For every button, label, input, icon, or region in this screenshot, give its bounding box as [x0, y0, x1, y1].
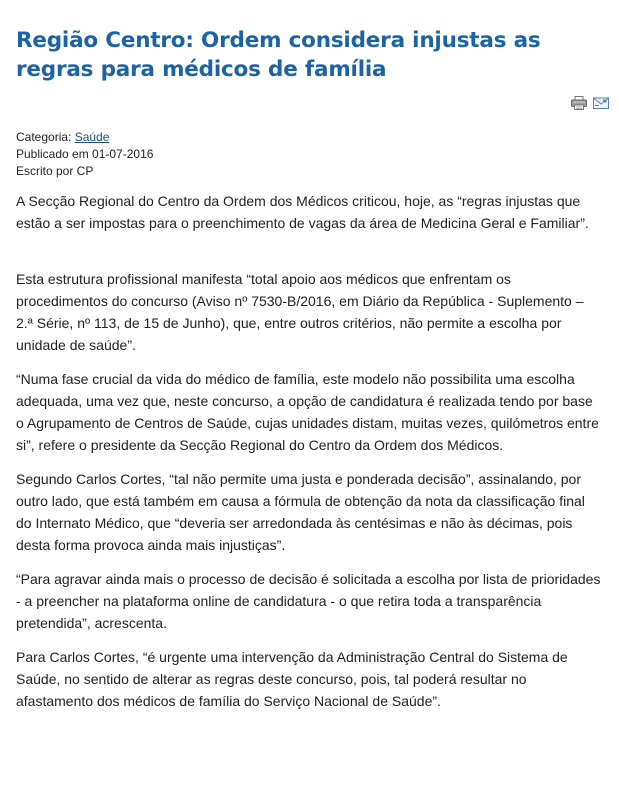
category-row — [16, 129, 153, 146]
article-title: Região Centro: Ordem considera injustas as regras para médicos de família — [16, 28, 541, 82]
author: Escrito por CP — [16, 164, 94, 178]
paragraph: Segundo Carlos Cortes, “tal não permite uma justa e ponderada decisão”, assinalando, por outro lado, que está também em causa a fórmula de obtenção da nota da classificação final do Internato Médico, que “deveria ser arredondada às centésimas e não às décimas, pois desta forma provoca ainda mais injustiças”. — [16, 471, 585, 553]
article-meta — [16, 129, 153, 180]
paragraph: Para Carlos Cortes, “é urgente uma intervenção da Administração Central do Sistema de Saúde, no sentido de alterar as regras deste concurso, pois, tal poderá resultar no afastamento dos médicos de família do Serviço Nacional de Saúde”. — [16, 649, 568, 709]
paragraph: A Secção Regional do Centro da Ordem dos Médicos criticou, hoje, as “regras injustas que estão a ser impostas para o preenchimento de vagas da área de Medicina Geral e Familiar”. — [16, 193, 589, 231]
article — [16, 0, 606, 709]
category-link[interactable]: Saúde — [74, 130, 110, 144]
email-icon[interactable] — [593, 96, 609, 110]
paragraph: “Para agravar ainda mais o processo de decisão é solicitada a escolha por lista de prioridades - a preencher na plataforma online de candidatura - o que retira toda a transparência pretendida”, acrescenta. — [16, 571, 601, 631]
paragraph: “Numa fase crucial da vida do médico de família, este modelo não possibilita uma escolha adequada, uma vez que, neste concurso, a opção de candidatura é realizada tendo por base o Agrupamento de Centros de Saúde, cujas unidades distam, muitas vezes, quilómetros entre si”, refere o presidente da Secção Regional do Centro da Ordem dos Médicos. — [16, 371, 599, 453]
published-date: Publicado em 01-07-2016 — [16, 147, 154, 161]
article-tools — [571, 96, 609, 110]
paragraph: Esta estrutura profissional manifesta “total apoio aos médicos que enfrentam os procedimentos do concurso (Aviso nº 7530-B/2016, em Diário da República - Suplemento – 2.ª Série, nº 113, de 15 de Junho), que, entre outros critérios, não permite a escolha por unidade de saúde”. — [16, 271, 584, 353]
print-icon[interactable] — [571, 96, 587, 110]
category-label: Categoria: — [16, 130, 75, 144]
article-body — [16, 190, 602, 724]
